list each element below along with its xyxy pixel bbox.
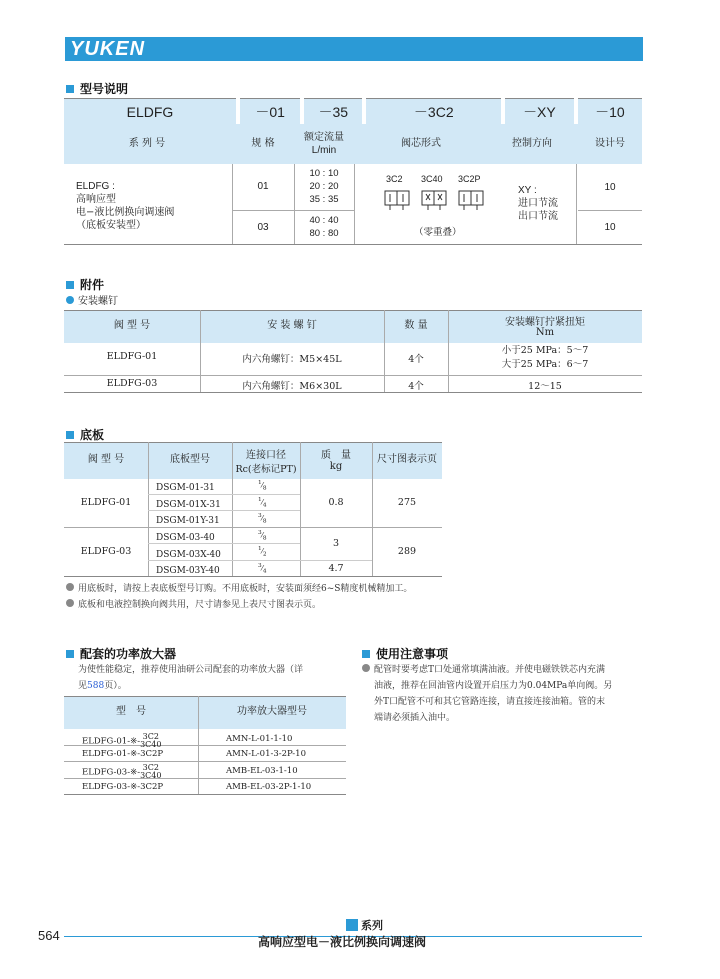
circle-bullet-icon <box>362 664 370 672</box>
spool-symbols-icon <box>380 186 490 214</box>
plate-group1-page: 275 <box>397 497 417 508</box>
plate-hdr-port: 连接口径 <box>246 450 286 461</box>
subplate-notes: 用底板时，请按上表底板型号订购。不用底板时，安装面须经6~S精度机械精加工。 底板和电液控制换向阀共用，尺寸请参见上表尺寸图表示页。 <box>66 581 412 613</box>
code-direction: －XY <box>505 99 573 125</box>
amp-row3-amp: AMB-EL-03-1-10 <box>226 766 298 776</box>
section-notes-title: 使用注意事项 <box>362 645 448 662</box>
amp-row2-amp: AMN-L-01-3-2P-10 <box>226 749 306 759</box>
plate-group1-plates: DSGM-01-31 DSGM-01X-31 DSGM-01Y-31 <box>156 483 221 526</box>
screw-hdr-model: 阀 型 号 <box>113 320 151 331</box>
section-model-title: 型号说明 <box>66 80 128 97</box>
code-flow: －35 <box>304 99 362 125</box>
screw-row2-qty: 4个 <box>408 381 424 392</box>
model-code-table <box>64 98 642 125</box>
brand-logo: YUKEN <box>70 38 146 60</box>
plate-group2-mass-a: 3 <box>332 538 340 549</box>
screw-row1-torque: 小于25 MPa：5～7 大于25 MPa：6～7 <box>501 345 589 370</box>
design-03: 10 <box>604 222 616 233</box>
port-frac: $^3⁄_4$ <box>258 562 267 575</box>
square-bullet-icon <box>66 650 74 658</box>
port-fractions <box>258 479 267 578</box>
screw-row2-torque: 12～15 <box>528 381 562 392</box>
screw-row1-screw: 内六角螺钉：M5×45L <box>242 354 342 365</box>
port-frac: $^1⁄_4$ <box>258 496 267 509</box>
hdr-flow: 额定流量 <box>304 132 344 143</box>
screw-hdr-torque-unit: Nm <box>535 327 555 338</box>
size-03: 03 <box>257 222 269 233</box>
amp-row1-model: ELDFG-01-※- 3C2 3C40 <box>82 732 162 749</box>
screw-hdr-torque: 安装螺钉拧紧扭矩 <box>505 317 585 328</box>
port-frac: $^3⁄_8$ <box>258 513 267 525</box>
series-description: ELDFG : 高响应型 电−液比例换向调速阀 （底板安装型） <box>76 181 175 231</box>
amp-hdr-amp: 功率放大器型号 <box>237 706 307 717</box>
screw-row1-qty: 4个 <box>408 354 424 365</box>
plate-group1-mass: 0.8 <box>328 497 344 508</box>
section-accessory-title: 附件 <box>66 276 104 293</box>
direction-desc: XY : 进口节流 出口节流 <box>518 185 558 222</box>
spool-note: （零重叠） <box>414 227 462 238</box>
screw-hdr-screw: 安 装 螺 钉 <box>267 320 317 331</box>
design-01: 10 <box>604 182 616 193</box>
amp-hdr-model: 型 号 <box>116 706 146 717</box>
plate-group2-page: 289 <box>397 546 417 557</box>
plate-group2-plates: DSGM-03-40 DSGM-03X-40 DSGM-03Y-40 <box>156 533 221 576</box>
plate-hdr-model: 阀 型 号 <box>87 454 125 465</box>
footer-series: 系列 <box>361 919 383 932</box>
section-screws-subtitle: 安装螺钉 <box>66 292 118 307</box>
hdr-direction: 控制方向 <box>512 138 552 149</box>
hdr-spool: 阀芯形式 <box>401 138 441 149</box>
code-spool: －3C2 <box>366 99 501 125</box>
spool-3c40-label: 3C40 <box>421 174 443 184</box>
port-frac: $^3⁄_8$ <box>258 529 267 542</box>
plate-group1-model: ELDFG-01 <box>80 497 132 508</box>
port-frac: $^1⁄_8$ <box>258 480 267 492</box>
code-series: ELDFG <box>64 99 236 125</box>
flows-01: 10 : 10 20 : 20 35 : 35 <box>309 168 339 205</box>
amplifier-desc: 为使性能稳定，推荐使用油研公司配套的功率放大器（详 见588页）。 <box>78 665 304 691</box>
hdr-size: 规 格 <box>251 138 275 149</box>
plate-group2-model: ELDFG-03 <box>80 546 132 557</box>
flows-03: 40 : 40 80 : 80 <box>309 215 339 239</box>
circle-bullet-icon <box>66 296 74 304</box>
hdr-flow-unit: L/min <box>311 145 337 156</box>
section-amplifier-title: 配套的功率放大器 <box>66 645 176 662</box>
square-bullet-icon <box>66 281 74 289</box>
circle-bullet-icon <box>66 599 74 607</box>
code-design: －10 <box>578 99 642 125</box>
header-bar <box>65 37 643 61</box>
series-mark-icon <box>346 919 358 931</box>
square-bullet-icon <box>66 85 74 93</box>
hdr-series: 系 列 号 <box>128 138 166 149</box>
amp-row4-amp: AMB-EL-03-2P-1-10 <box>226 782 312 792</box>
screw-row1-model: ELDFG-01 <box>106 351 158 362</box>
amp-row2-model: ELDFG-01-※-3C2P <box>82 749 164 759</box>
page-number: 564 <box>38 928 60 943</box>
screw-row2-model: ELDFG-03 <box>106 378 158 389</box>
spool-3c2-label: 3C2 <box>386 174 403 184</box>
amp-row1-amp: AMN-L-01-1-10 <box>226 734 293 744</box>
circle-bullet-icon <box>66 583 74 591</box>
amp-row3-model: ELDFG-03-※- 3C2 3C40 <box>82 763 162 780</box>
page-link[interactable]: 588 <box>87 681 105 691</box>
screw-row2-screw: 内六角螺钉：M6×30L <box>242 381 342 392</box>
plate-hdr-mass-unit: kg <box>329 461 343 472</box>
amp-row4-model: ELDFG-03-※-3C2P <box>82 782 164 792</box>
square-bullet-icon <box>362 650 370 658</box>
plate-hdr-page: 尺寸图表示页 <box>377 454 437 465</box>
code-size: －01 <box>240 99 300 125</box>
port-frac: $^1⁄_2$ <box>258 546 267 558</box>
spool-3c2p-label: 3C2P <box>458 174 481 184</box>
footer-title: 高响应型电－液比例换向调速阀 <box>258 935 427 949</box>
hdr-design: 设计号 <box>595 138 625 149</box>
section-subplate-title: 底板 <box>66 426 104 443</box>
screw-hdr-qty: 数 量 <box>404 320 428 331</box>
usage-notes: 配管时要考虑T口处通常填满油液。并使电磁铁铁芯内充满 油液，推荐在回油管内设置开启压力为0.04MPa单向阀。另 外T口配管不可和其它管路连接，请直接连接油箱。管的末 端请必须插入油中。 <box>362 662 612 726</box>
plate-hdr-plate: 底板型号 <box>170 454 210 465</box>
plate-hdr-mass: 质 量 <box>321 450 351 461</box>
square-bullet-icon <box>66 431 74 439</box>
plate-group2-mass-b: 4.7 <box>328 563 344 574</box>
size-01: 01 <box>257 181 269 192</box>
plate-hdr-port-std: Rc(老标记PT) <box>235 464 297 475</box>
